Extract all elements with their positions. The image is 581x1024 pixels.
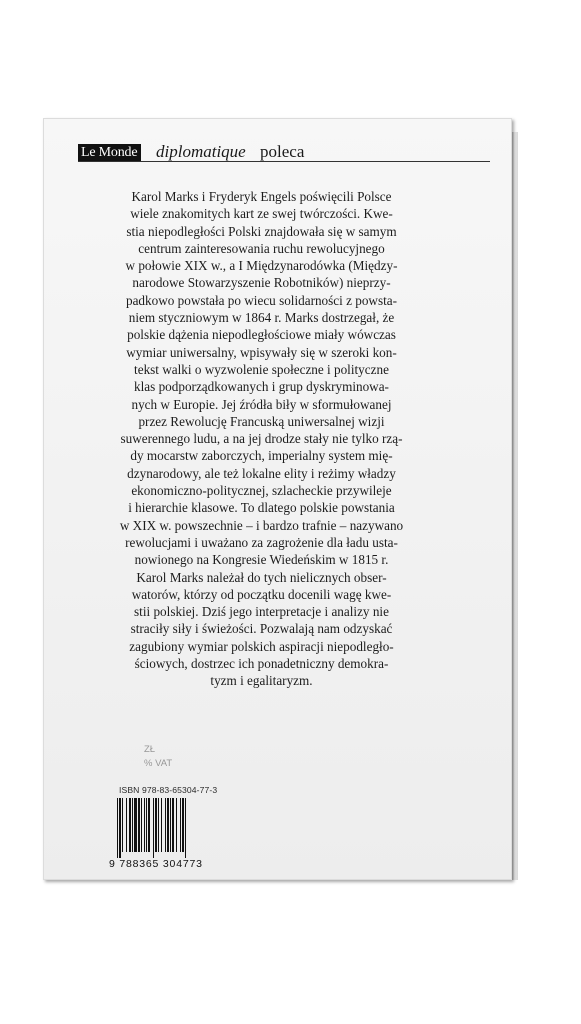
blurb-line: straciły siły i świeżości. Pozwalają nam odzyskać <box>130 621 393 637</box>
blurb-line: nych w Europie. Jej źródła biły w sformułowanej <box>131 396 392 412</box>
blurb-line: stia niepodległości Polski znajdowała się w samym <box>126 223 397 239</box>
header-rule <box>78 161 490 162</box>
blurb-line: narodowe Stowarzyszenie Robotników) nieprzy- <box>132 275 391 291</box>
barcode-bar <box>180 798 181 852</box>
barcode-bar <box>155 798 157 852</box>
barcode-bar <box>153 798 154 858</box>
blurb-line: Karol Marks i Fryderyk Engels poświęcili Polsce <box>131 189 392 204</box>
blurb-line: ściowych, dostrzec ich ponadetniczny demokra- <box>134 656 389 672</box>
barcode-bar <box>117 798 118 858</box>
price-line: ZŁ <box>144 744 156 755</box>
barcode-bar <box>141 798 142 852</box>
blurb-line: centrum zainteresowania ruchu rewolucyjnego <box>138 240 385 256</box>
blurb-line: w połowie XIX w., a I Międzynarodówka (Między- <box>125 258 398 274</box>
barcode-bar <box>158 798 159 852</box>
blurb-line: klas podporządkowanych i grup dyskryminowa- <box>134 379 389 395</box>
barcode-bar <box>176 798 177 852</box>
blurb-line: rewolucjami i uważano za zagrożenie dla ładu usta- <box>125 534 398 550</box>
barcode-bar <box>185 798 186 858</box>
barcode-bar <box>122 798 123 852</box>
blurb-line: w XIX w. powszechnie – i bardzo trafnie – nazywano <box>119 517 404 533</box>
blurb-line: i hierarchie klasowe. To dlatego polskie powstania <box>128 500 395 516</box>
barcode-bar <box>165 798 166 852</box>
le-monde-badge: Le Monde <box>78 144 141 162</box>
blurb-line: niem styczniowym w 1864 r. Marks dostrzegał, że <box>128 310 395 326</box>
blurb-line: ekonomiczno-politycznej, szlacheckie przywileje <box>131 483 392 499</box>
barcode-bar <box>129 798 131 852</box>
blurb-line: padkowo powstała po wiecu solidarności z powsta- <box>125 292 397 308</box>
blurb-line: stii polskiej. Dziś jego interpretacje i analizy nie <box>134 604 389 620</box>
barcode-bar <box>182 798 184 852</box>
blurb-line: tyzm i egalitaryzm. <box>210 673 313 689</box>
blurb-line: tekst walki o wyzwolenie społeczne i polityczne <box>134 361 389 377</box>
blurb-line: dy mocarstw zaborczych, imperialny system mię- <box>130 448 393 464</box>
book-spine-edge <box>512 132 518 880</box>
barcode-bar <box>119 798 121 858</box>
barcode-bar <box>132 798 133 852</box>
blurb-line: wymiar uniwersalny, wpisywały się w szeroki kon- <box>126 344 397 360</box>
blurb-line: Karol Marks należał do tych nielicznych obser- <box>136 569 387 585</box>
barcode-bar <box>172 798 174 852</box>
blurb-line: watorów, którzy od początku docenili wagę kwe- <box>131 586 392 602</box>
barcode-bar <box>126 798 127 852</box>
blurb-line: nowionego na Kongresie Wiedeńskim w 1815 r. <box>134 552 389 568</box>
barcode-digits: 9 788365 304773 <box>109 858 203 870</box>
tagline: poleca <box>260 142 305 161</box>
publisher-header <box>78 142 478 166</box>
blurb-line: wiele znakomitych kart ze swej twórczości. Kwe- <box>130 206 393 222</box>
publisher-name: diplomatique <box>156 142 246 161</box>
blurb-line: suwerennego ludu, a na jej drodze stały nie tylko rzą- <box>120 431 403 447</box>
price-info <box>118 743 172 771</box>
blurb-line: dzynarodowy, ale też lokalne elity i reżimy władzy <box>127 465 396 481</box>
barcode <box>115 798 223 858</box>
vat-line: % VAT <box>144 758 173 769</box>
blurb-text <box>78 188 445 690</box>
barcode-bar <box>138 798 140 852</box>
blurb-line: polskie dążenia niepodległościowe miały wówczas <box>127 327 396 343</box>
isbn-label: ISBN 978-83-65304-77-3 <box>119 785 218 795</box>
barcode-bar <box>146 798 147 852</box>
barcode-bar <box>167 798 169 852</box>
blurb-line: przez Rewolucję Francuską uniwersalnej wizji <box>138 413 385 429</box>
barcode-bar <box>134 798 137 852</box>
book-back-cover <box>43 118 512 880</box>
barcode-bar <box>161 798 162 852</box>
blurb-line: zagubiony wymiar polskich aspiracji niepodległo- <box>129 638 394 654</box>
barcode-bar <box>144 798 145 852</box>
barcode-bar <box>170 798 171 852</box>
barcode-bar <box>148 798 150 852</box>
